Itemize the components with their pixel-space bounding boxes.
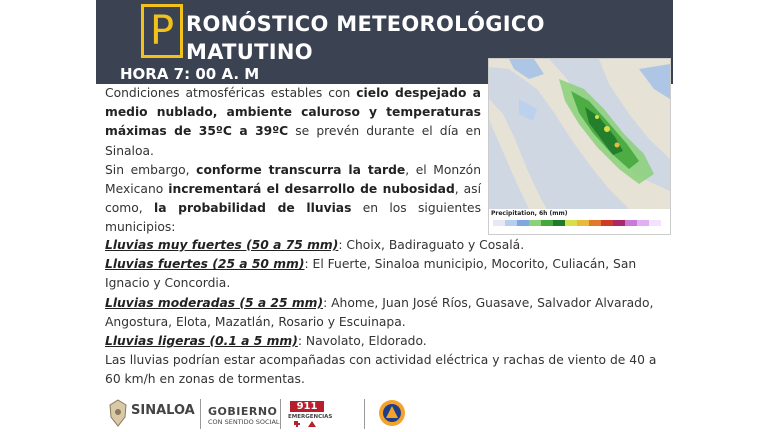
footer-divider: [200, 399, 201, 429]
p2-run-6: la probabilidad de lluvias: [153, 201, 352, 216]
category-municipalities: : Choix, Badiraguato y Cosalá.: [338, 238, 525, 252]
footer-divider: [364, 399, 365, 429]
rain-categories: [105, 236, 665, 390]
category-label: Lluvias fuertes (25 a 50 mm): [105, 257, 305, 272]
category-municipalities: : El Fuerte, Sinaloa municipio, Mocorito, Culiacán, San Ignacio y Concordia.: [105, 257, 637, 291]
p2-run-7: en los siguientes municipios:: [105, 201, 481, 235]
sinaloa-crest-icon: [108, 399, 128, 427]
category-light: [105, 332, 665, 351]
p-logo: P: [141, 4, 183, 58]
paragraph-monsoon: [105, 161, 481, 238]
p1-run-1: Condiciones atmosféricas estables con: [105, 86, 357, 100]
paragraph-conditions: [105, 84, 481, 161]
p2-run-5: , así como,: [105, 182, 481, 216]
footer-divider: [280, 399, 281, 429]
forecast-sheet: [96, 0, 673, 432]
category-municipalities: : Navolato, Eldorado.: [297, 334, 427, 349]
category-heavy: [105, 255, 665, 293]
gobierno-label: GOBIERNO: [208, 405, 278, 418]
p2-run-3: , el Monzón Mexicano: [105, 162, 481, 197]
precipitation-map: [488, 58, 671, 235]
emergencias-label: EMERGENCIAS: [288, 414, 333, 420]
category-label: Lluvias moderadas (5 a 25 mm): [105, 295, 324, 310]
p1-run-3: se prevén durante el día en Sinaloa.: [105, 124, 482, 158]
category-municipalities: : Ahome, Juan José Ríos, Guasave, Salvador Alvarado, Angostura, Elota, Mazatlán, Rosario y Escuinapa.: [105, 295, 654, 329]
radar-map-image: [489, 59, 670, 209]
category-very-heavy: [105, 236, 665, 255]
proteccion-civil-logo-icon: [378, 399, 406, 427]
emergency-icons: [292, 420, 324, 428]
map-caption: Precipitation, 6h (mm): [491, 210, 568, 217]
footer-logos: [96, 393, 673, 432]
emergency-911-badge: 911: [290, 401, 324, 412]
category-moderate: [105, 294, 665, 332]
category-label: Lluvias muy fuertes (50 a 75 mm): [105, 238, 339, 252]
precipitation-colorbar: [493, 220, 661, 226]
category-label: Lluvias ligeras (0.1 a 5 mm): [105, 334, 298, 349]
p2-run-1: Sin embargo,: [105, 162, 197, 177]
gobierno-subtitle: CON SENTIDO SOCIAL: [208, 418, 280, 426]
p1-run-2: cielo despejado a medio nublado, ambiente caluroso y temperaturas máximas de 35ºC a 39ºC: [105, 86, 481, 139]
intro-text: [105, 84, 481, 238]
closing-note: Las lluvias podrían estar acompañadas con actividad eléctrica y rachas de viento de 40 a 60 km/h en zonas de tormentas.: [105, 353, 657, 387]
page-title: RONÓSTICO METEOROLÓGICO MATUTINO: [186, 12, 545, 64]
p2-run-2: conforme transcurra la tarde: [196, 162, 406, 177]
sinaloa-label: SINALOA: [131, 403, 195, 418]
p2-run-4: incrementará el desarrollo de nubosidad: [168, 182, 455, 197]
time-label: HORA 7: 00 A. M: [120, 65, 260, 83]
